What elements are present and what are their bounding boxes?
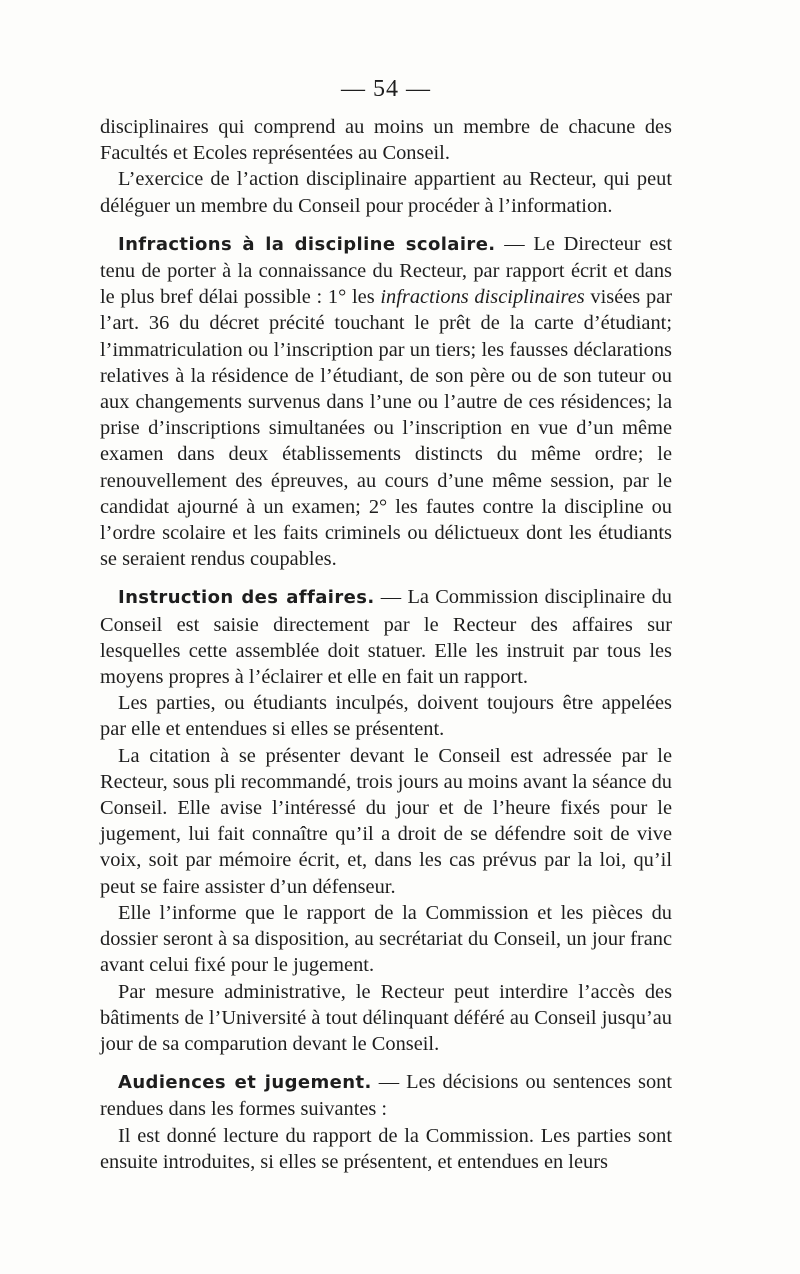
page-number: — 54 — xyxy=(341,76,431,102)
section-heading-infractions: Infractions à la discipline scolaire. xyxy=(118,233,496,255)
paragraph-lecture-rapport: Il est donné lecture du rapport de la Commission. Les parties sont ensuite introduites, si elles se présentent, et entendues en leurs xyxy=(100,1124,672,1173)
infractions-text-a: Le Directeur est tenu de porter à la connaissance du Recteur, par rapport écrit et dans le plus bref délai possible : 1° les xyxy=(100,232,672,309)
paragraph-infractions xyxy=(100,231,672,573)
audiences-text: Les décisions ou sentences sont rendues dans les formes suivantes : xyxy=(100,1071,672,1121)
section-heading-audiences: Audiences et jugement. xyxy=(118,1072,372,1094)
paragraph-audiences xyxy=(100,1069,672,1122)
paragraph-instruction xyxy=(100,584,672,690)
heading-dash: — xyxy=(495,232,534,255)
infractions-text-b: visées par l’art. 36 du décret précité touchant le prêt de la carte d’étudiant; l’immatriculation ou l’inscription par un tiers; les fausses déclarations relatives à la résidence de l’étudiant, de son père ou de son tuteur ou aux changements survenus dans l’une ou l’autre de ces résidences; la prise d’inscriptions simultanées ou l’inscription en vue d’un même examen dans deux établissements distincts du même ordre; le renouvellement des épreuves, au cours d’une même session, par le candidat ajourné à un examen; 2° les fautes contre la discipline ou l’ordre scolaire et les faits criminels ou délictueux dont les étudiants se seraient rendus coupables. xyxy=(100,286,672,571)
instruction-text: La Commission disciplinaire du Conseil est saisie directement par le Recteur des affaires sur lesquelles cette assemblée doit statuer. Elle les instruit par tous les moyens propres à l’éclairer et elle en fait un rapport. xyxy=(100,586,672,689)
paragraph-parties: Les parties, ou étudiants inculpés, doivent toujours être appelées par elle et entendues si elles se présentent. xyxy=(100,692,672,741)
infractions-italic: infractions disciplinaires xyxy=(380,286,585,309)
heading-dash: — xyxy=(374,586,408,609)
section-heading-instruction: Instruction des affaires. xyxy=(118,587,375,609)
paragraph-mesure-administrative: Par mesure administrative, le Recteur peut interdire l’accès des bâtiments de l’Université à tout délinquant déféré au Conseil jusqu’au jour de sa comparution devant le Conseil. xyxy=(100,980,672,1055)
paragraph-citation: La citation à se présenter devant le Conseil est adressée par le Recteur, sous pli recommandé, trois jours au moins avant la séance du Conseil. Elle avise l’intéressé du jour et de l’heure fixés pour le jugement, lui fait connaître qu’il a droit de se défendre soit de vive voix, soit par mémoire écrit, et, dans les cas prévus par la loi, qu’il peut se faire assister d’un défenseur. xyxy=(100,744,672,898)
heading-dash: — xyxy=(371,1071,407,1094)
paragraph-action-disciplinaire: L’exercice de l’action disciplinaire appartient au Recteur, qui peut déléguer un membre du Conseil pour procéder à l’information. xyxy=(100,168,672,217)
paragraph-continuation: disciplinaires qui comprend au moins un membre de chacune des Facultés et Ecoles représentées au Conseil. xyxy=(100,116,672,165)
paragraph-informe: Elle l’informe que le rapport de la Commission et les pièces du dossier seront à sa disposition, au secrétariat du Conseil, un jour franc avant celui fixé pour le jugement. xyxy=(100,901,672,977)
